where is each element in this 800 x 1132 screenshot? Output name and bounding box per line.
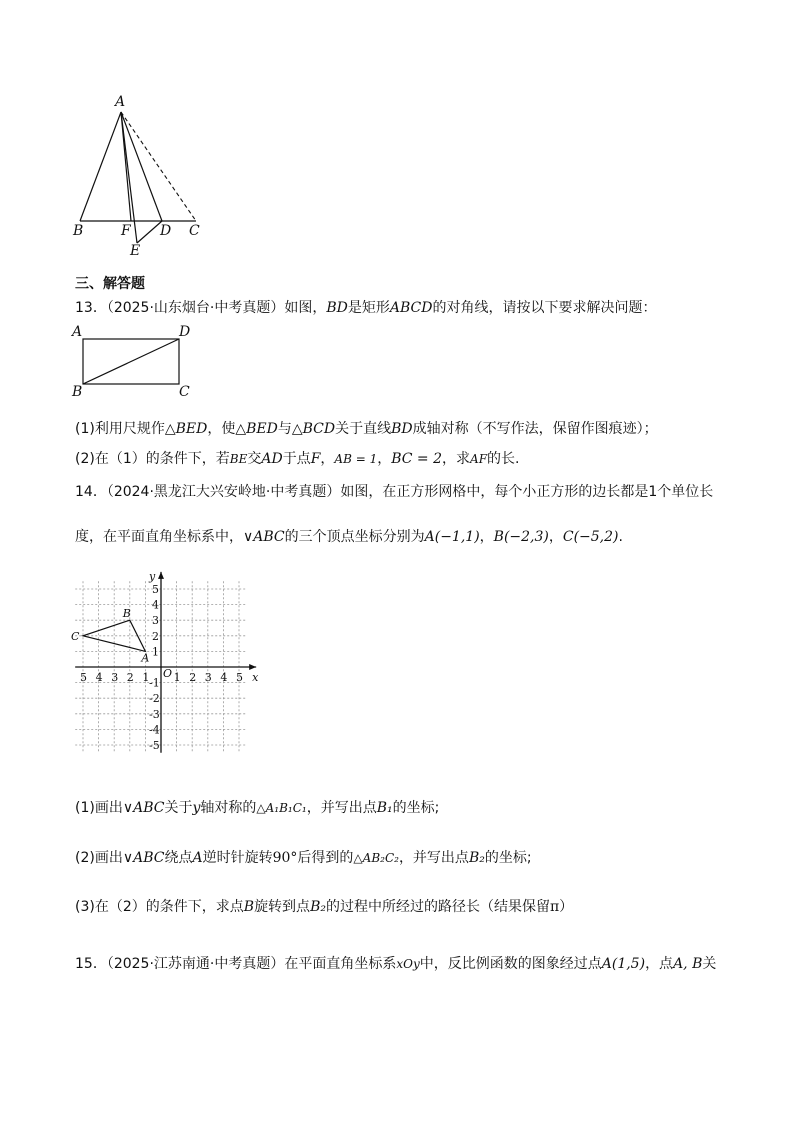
coord-b: B(−2,3) — [493, 529, 549, 545]
q13-text: 如图， — [284, 300, 327, 316]
q13-abcd: ABCD — [389, 300, 433, 316]
x-axis-arrow — [249, 664, 256, 670]
part-text: 的坐标; — [484, 850, 532, 866]
y-tick-label: 1 — [152, 645, 159, 659]
label-f: F — [121, 223, 131, 239]
q14-part2 — [75, 848, 532, 868]
part-text: 交 — [247, 451, 262, 467]
y-tick-label: -2 — [149, 692, 160, 706]
part-text: 轴对称的 — [200, 800, 257, 816]
y-axis-label: y — [149, 569, 156, 583]
angle-90: 90° — [272, 850, 298, 866]
part-text: 画出 — [94, 850, 123, 866]
triangle-bcd: △BCD — [291, 421, 336, 437]
label-d: D — [160, 223, 172, 239]
triangle-abc: ∨ABC — [243, 529, 285, 545]
point-f: F — [310, 451, 321, 467]
point-b1: B₁ — [376, 800, 393, 816]
label-c: C — [189, 223, 200, 239]
part-text: 绕点 — [164, 850, 193, 866]
x-tick-label: 2 — [189, 671, 197, 684]
x-tick-label: 1 — [173, 671, 181, 684]
triangle-ab2c2: △AB₂C₂ — [353, 851, 399, 865]
q14-text: 如图，在正方形网格中，每个小正方形的边长都是1个单位长 — [340, 484, 714, 500]
part-text: 的坐标; — [392, 800, 440, 816]
q13-text: 是矩形 — [347, 300, 390, 316]
part-text: 关于 — [164, 800, 193, 816]
part-number: (3) — [75, 899, 95, 915]
rect-label-c: C — [179, 384, 190, 400]
x-tick-label: 5 — [236, 671, 243, 684]
x-axis-label: x — [252, 671, 259, 684]
label-a: A — [115, 94, 126, 110]
y-tick-label: -3 — [149, 707, 160, 721]
y-tick-label: -1 — [149, 676, 160, 690]
y-tick-label: 3 — [152, 614, 159, 628]
triangle-a1b1c1: △A₁B₁C₁ — [256, 801, 307, 815]
x-tick-label: 1 — [142, 671, 150, 684]
origin-label: O — [163, 667, 173, 680]
section-heading: 三、解答题 — [75, 276, 145, 292]
q15-number: 15． — [75, 956, 107, 972]
part-text: 在（2）的条件下，求点 — [94, 899, 244, 915]
point-a-coord: A(1,5) — [601, 956, 646, 972]
q13-bd: BD — [326, 300, 348, 316]
q13-text: 的对角线，请按以下要求解决问题： — [432, 300, 657, 316]
rect-label-a: A — [72, 324, 83, 340]
point-a-label: A — [141, 651, 150, 665]
part-text: ，使 — [207, 421, 236, 437]
points-ab: A, B — [673, 956, 703, 972]
part-text: 在（1）的条件下，若 — [94, 451, 230, 467]
q15-source: （2025·江苏南通·中考真题） — [106, 956, 285, 972]
segment-be: BE — [229, 452, 248, 466]
part-number: (1) — [75, 421, 95, 437]
x-tick-label: 3 — [204, 671, 212, 684]
q13-source: （2025·山东烟台·中考真题） — [106, 300, 285, 316]
q14-part3 — [75, 897, 573, 917]
part-text: ） — [559, 899, 574, 915]
part-text: 的过程中所经过的路径长（结果保留 — [325, 899, 550, 915]
part-text: ， — [377, 451, 392, 467]
ab-value: AB = 1 — [334, 452, 378, 466]
q15-text: 关 — [702, 956, 717, 972]
x-tick-label: 2 — [126, 671, 134, 684]
y-tick-label: 5 — [152, 583, 159, 596]
x-tick-label: 3 — [111, 671, 119, 684]
y-axis-arrow — [158, 572, 164, 579]
q15-text: 中，反比例函数的图象经过点 — [419, 956, 602, 972]
coord-a: A(−1,1) — [424, 529, 480, 545]
part-text: 于点 — [282, 451, 311, 467]
q14-source: （2024·黑龙江大兴安岭地·中考真题） — [106, 484, 341, 500]
q14-text: 的三个顶点坐标分别为 — [284, 529, 425, 545]
rect-label-d: D — [179, 324, 191, 340]
part-text: ，并写出点 — [306, 800, 377, 816]
part-text: 后得到的 — [297, 850, 354, 866]
x-tick-label: 4 — [95, 671, 103, 684]
q14-number: 14． — [75, 484, 107, 500]
plane-xoy: xOy — [396, 957, 420, 971]
segment-af: AF — [470, 452, 488, 466]
y-tick-label: -5 — [149, 739, 160, 752]
point-b2: B₂ — [310, 899, 326, 915]
q13-number: 13． — [75, 300, 107, 316]
q14-text: 度，在平面直角坐标系中， — [75, 529, 243, 545]
part-text: 利用尺规作 — [94, 421, 165, 437]
part-text: 的长. — [487, 451, 520, 467]
y-tick-label: 4 — [152, 598, 159, 612]
label-e: E — [130, 243, 141, 259]
segment-ad: AD — [261, 451, 283, 467]
triangle-bed: △BED — [164, 421, 208, 437]
part-text: 成轴对称（不写作法，保留作图痕迹）； — [412, 421, 658, 437]
bc-value: BC = 2 — [391, 451, 443, 467]
q14-part1 — [75, 798, 439, 818]
y-tick-label: -4 — [149, 723, 160, 737]
x-tick-label: 4 — [220, 671, 228, 684]
part-text: ， — [320, 451, 335, 467]
part-text: 逆时针旋转 — [202, 850, 273, 866]
point-b: B — [243, 899, 255, 915]
q14-sep: ， — [548, 529, 563, 545]
part-text: 画出 — [94, 800, 123, 816]
q15-stem — [75, 954, 716, 974]
point-b2: B₂ — [468, 850, 485, 866]
part-text: ，求 — [442, 451, 471, 467]
q14-sep: ， — [479, 529, 494, 545]
rect-label-b: B — [72, 384, 83, 400]
q14-end: . — [618, 529, 623, 545]
x-tick-label: 5 — [80, 671, 87, 684]
label-b: B — [73, 223, 84, 239]
coord-c: C(−5,2) — [562, 529, 619, 545]
triangle-abc: ∨ABC — [122, 800, 165, 816]
y-tick-label: 2 — [152, 629, 159, 643]
part-number: (1) — [75, 800, 95, 816]
part-text: 关于直线 — [335, 421, 392, 437]
triangle-bed: △BED — [235, 421, 278, 437]
part-number: (2) — [75, 451, 95, 467]
part-text: ，并写出点 — [398, 850, 469, 866]
pi-symbol: π — [549, 899, 560, 915]
line-bd: BD — [391, 421, 413, 437]
part-number: (2) — [75, 850, 95, 866]
part-text: 与 — [277, 421, 292, 437]
triangle-abc: ∨ABC — [122, 850, 165, 866]
q15-text: 在平面直角坐标系 — [284, 956, 397, 972]
point-a: A — [192, 850, 203, 866]
axis-y: y — [192, 800, 201, 816]
part-text: 旋转到点 — [254, 899, 311, 915]
point-b-label: B — [122, 607, 131, 621]
q15-text: ，点 — [645, 956, 674, 972]
point-c-label: C — [71, 629, 80, 643]
